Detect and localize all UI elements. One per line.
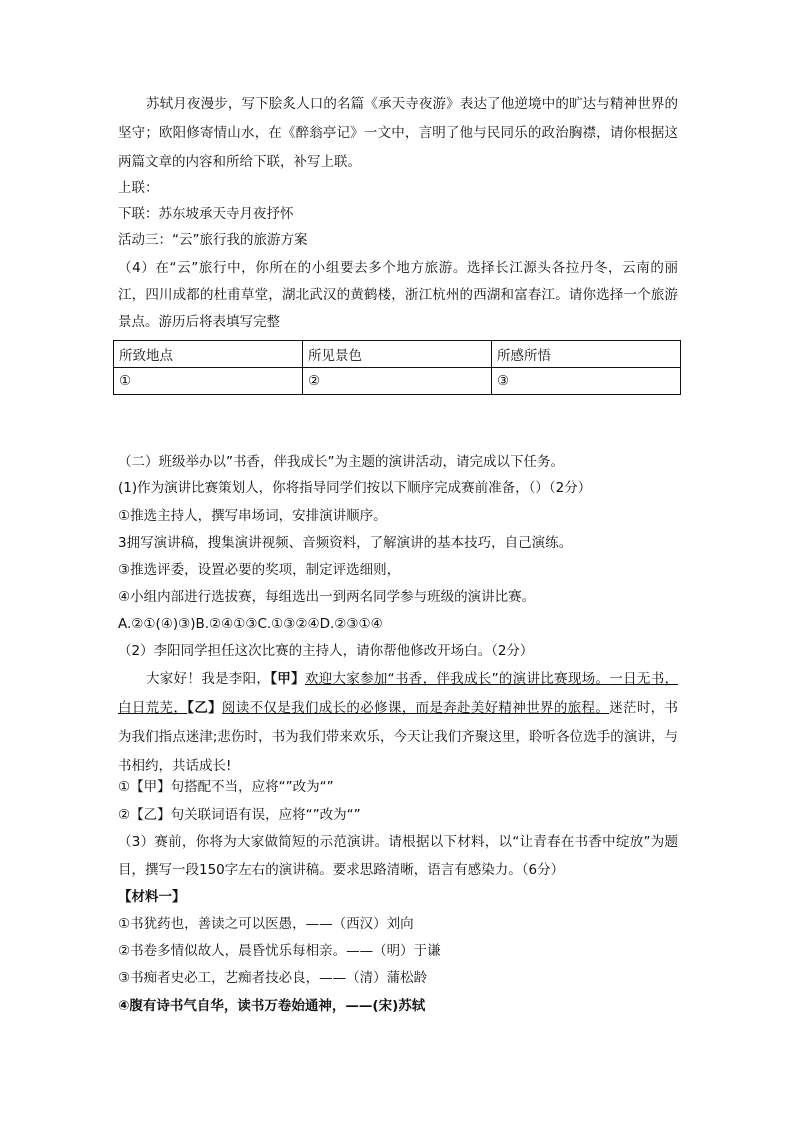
- answer-options: A.②①(④)③)B.②④①③C.①③②④D.②③①④: [118, 616, 383, 632]
- material-one-title: 【材料一】: [118, 889, 186, 905]
- travel-plan-table: [113, 340, 681, 395]
- table-cell[interactable]: ②: [303, 368, 492, 395]
- step-item: ①推选主持人，撰写串场词，安排演讲顺序。: [118, 508, 387, 524]
- section-two-title: （二）班级举办以”书香，伴我成长”为主题的演讲活动，请完成以下任务。: [118, 454, 564, 470]
- quote-item: ④腹有诗书气自华，读书万卷始通神，——(宋)苏轼: [118, 998, 426, 1014]
- step-item: ③推选评委，设置必要的奖项，制定评选细则，: [118, 562, 401, 578]
- quote-item: ②书卷多情似故人，晨昏忧乐每相亲。——（明）于谦: [118, 943, 441, 959]
- activity-three-title: 活动三：“云”旅行我的旅游方案: [118, 232, 308, 248]
- jia-tag: 【甲】: [270, 671, 305, 687]
- upper-couplet: 上联：: [118, 180, 159, 196]
- opening-speech: [118, 665, 678, 781]
- quote-item: ①书犹药也，善读之可以医愚，——（西汉）刘向: [118, 916, 414, 932]
- fix-yi: ②【乙】句关联词语有误，应将“”改为“”: [118, 807, 361, 823]
- yi-tag: 【乙】: [187, 700, 222, 716]
- question-4: （4）在“云”旅行中，你所在的小组要去多个地方旅游。选择长江源头各拉丹冬，云南的丽江，四川成都的杜甫草堂，湖北武汉的黄鹤楼，浙江杭州的西湖和富春江。请你选择一个旅游景点。游历后将表填写完整: [118, 260, 678, 330]
- table-cell[interactable]: ③: [492, 368, 681, 395]
- speech-rest: 迷茫时，书为我们指点迷津;悲伤时，书为我们带来欢乐，今天让我们齐聚这里，聆听各位选手的演讲，与书相约，共话成长!: [118, 700, 679, 774]
- table-header: 所感所悟: [492, 341, 681, 368]
- lower-couplet: 下联：苏东坡承天寺月夜抒怀: [118, 206, 294, 222]
- step-item: ④小组内部进行选拔赛，每组选出一到两名同学参与班级的演讲比赛。: [118, 589, 536, 605]
- question-2: （2）李阳同学担任这次比赛的主持人，请你帮他修改开场白。（2分）: [118, 643, 534, 659]
- table-header: 所见景色: [303, 341, 492, 368]
- question-1: (1)作为演讲比赛策划人，你将指导同学们按以下顺序完成赛前准备，（）（2分）: [118, 480, 592, 496]
- speech-middle: 一日无书，白日荒芜，: [118, 671, 679, 716]
- intro-paragraph: 苏轼月夜漫步，写下脍炙人口的名篇《承天寺夜游》表达了他逆境中的旷达与精神世界的坚守；欧阳修寄情山水，在《醉翁亭记》一文中，言明了他与民同乐的政治胸襟，请你根据这两篇文章的内容和所给下联，补写上联。: [118, 96, 678, 170]
- speech-intro: 大家好！我是李阳，: [146, 671, 271, 687]
- table-cell[interactable]: ①: [114, 368, 303, 395]
- jia-sentence: 欢迎大家参加“书香，伴我成长”的演讲比赛现场。: [304, 671, 610, 687]
- quote-item: ③书痴者史必工，艺痴者技必良，——（清）蒲松龄: [118, 970, 428, 986]
- fix-jia: ①【甲】句搭配不当，应将“”改为“”: [118, 779, 334, 795]
- yi-sentence: 阅读不仅是我们成长的必修课，而是奔赴美好精神世界的旅程。: [221, 700, 610, 716]
- question-3: （3）赛前，你将为大家做简短的示范演讲。请根据以下材料，以“让青春在书香中绽放”为题目，撰写一段150字左右的演讲稿。要求思路清晰，语言有感染力。（6分）: [118, 834, 678, 878]
- table-header-row: [114, 341, 681, 368]
- step-item: 3拥写演讲稿，搜集演讲视频、音频资料，了解演讲的基本技巧，自己演练。: [118, 535, 573, 551]
- table-row: [114, 368, 681, 395]
- table-header: 所致地点: [114, 341, 303, 368]
